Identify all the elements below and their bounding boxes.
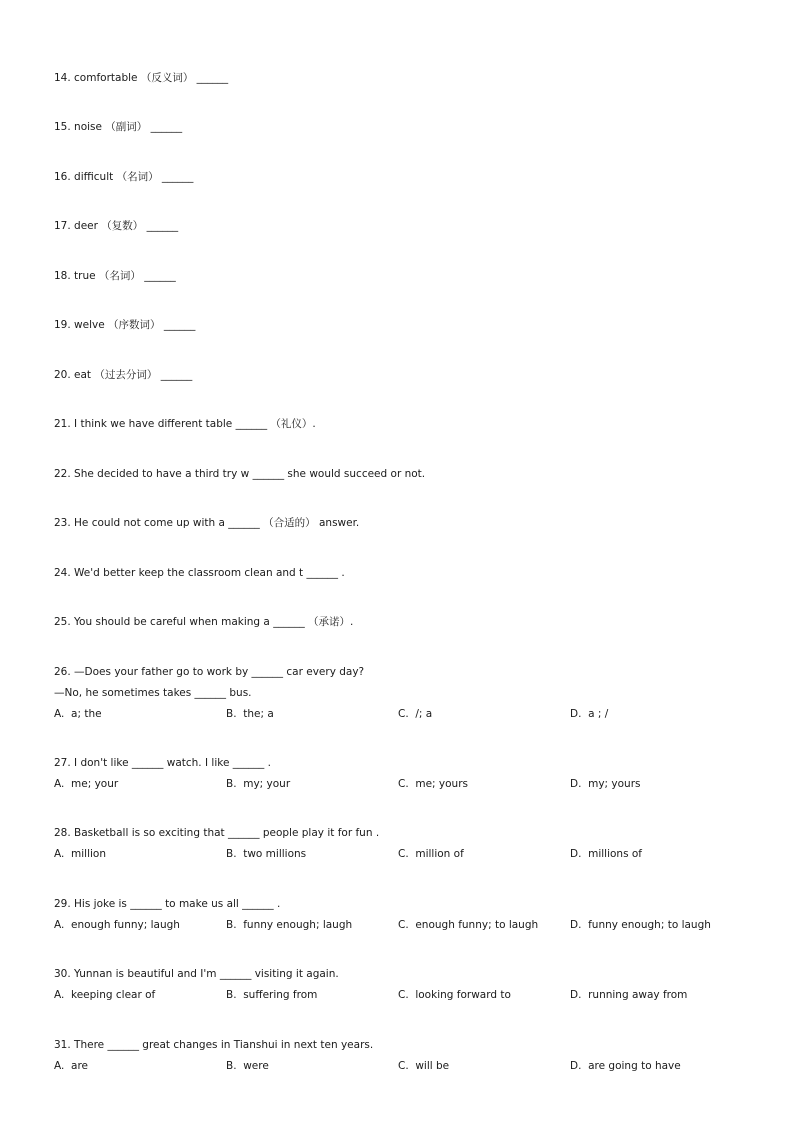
q26-option-b: B. the; a (226, 708, 274, 720)
q31-option-a: A. are (54, 1060, 88, 1072)
question-23: 23. He could not come up with a ______ （合适的） answer. (54, 517, 360, 529)
question-19: 19. welve （序数词） ______ (54, 319, 196, 331)
question-18: 18. true （名词） ______ (54, 270, 176, 282)
q28-option-b: B. two millions (226, 848, 307, 860)
q31-option-c: C. will be (398, 1060, 450, 1072)
question-25: 25. You should be careful when making a ______ （承诺）. (54, 616, 354, 628)
question-17: 17. deer （复数） ______ (54, 220, 179, 232)
question-28: 28. Basketball is so exciting that ______ people play it for fun . (54, 827, 380, 839)
q29-option-a: A. enough funny; laugh (54, 919, 180, 931)
q31-option-b: B. were (226, 1060, 269, 1072)
q30-option-c: C. looking forward to (398, 989, 511, 1001)
question-16: 16. difficult （名词） ______ (54, 171, 194, 183)
question-26-line-2: —No, he sometimes takes ______ bus. (54, 687, 252, 699)
q26-option-d: D. a ; / (570, 708, 609, 720)
question-22: 22. She decided to have a third try w ______ she would succeed or not. (54, 468, 426, 480)
q30-option-a: A. keeping clear of (54, 989, 156, 1001)
question-20: 20. eat （过去分词） ______ (54, 369, 193, 381)
q28-option-c: C. million of (398, 848, 464, 860)
question-30: 30. Yunnan is beautiful and I'm ______ visiting it again. (54, 968, 339, 980)
q27-option-d: D. my; yours (570, 778, 641, 790)
question-14: 14. comfortable （反义词） ______ (54, 72, 229, 84)
q28-option-a: A. million (54, 848, 106, 860)
question-27: 27. I don't like ______ watch. I like ______ . (54, 757, 271, 769)
q29-option-b: B. funny enough; laugh (226, 919, 353, 931)
q26-option-c: C. /; a (398, 708, 433, 720)
q29-option-c: C. enough funny; to laugh (398, 919, 539, 931)
q30-option-b: B. suffering from (226, 989, 318, 1001)
q31-option-d: D. are going to have (570, 1060, 681, 1072)
question-24: 24. We'd better keep the classroom clean and t ______ . (54, 567, 345, 579)
q27-option-c: C. me; yours (398, 778, 468, 790)
q27-option-b: B. my; your (226, 778, 291, 790)
q27-option-a: A. me; your (54, 778, 119, 790)
q29-option-d: D. funny enough; to laugh (570, 919, 711, 931)
q30-option-d: D. running away from (570, 989, 688, 1001)
question-26-line-1: 26. —Does your father go to work by ______ car every day? (54, 666, 365, 678)
question-31: 31. There ______ great changes in Tianshui in next ten years. (54, 1039, 374, 1051)
question-29: 29. His joke is ______ to make us all ______ . (54, 898, 281, 910)
q26-option-a: A. a; the (54, 708, 102, 720)
question-15: 15. noise （副词） ______ (54, 121, 183, 133)
question-21: 21. I think we have different table ______ （礼仪）. (54, 418, 316, 430)
q28-option-d: D. millions of (570, 848, 643, 860)
